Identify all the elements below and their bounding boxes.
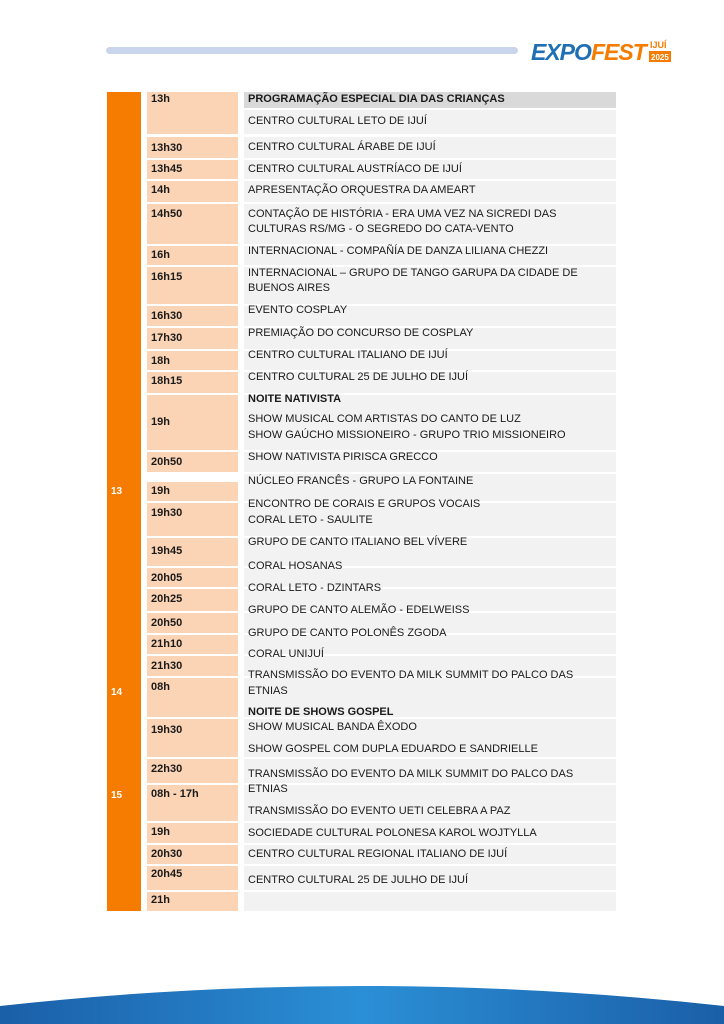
event-text: CENTRO CULTURAL ITALIANO DE IJUÍ [248, 349, 448, 361]
time-label: 14h50 [151, 208, 183, 220]
event-text: CENTRO CULTURAL 25 DE JULHO DE IJUÍ [248, 874, 469, 886]
event-text: SHOW GOSPEL COM DUPLA EDUARDO E SANDRIELLE [248, 743, 538, 755]
event-section-title: NOITE DE SHOWS GOSPEL [248, 706, 394, 718]
time-label: 20h50 [151, 456, 183, 468]
svg-text:EXPO: EXPO [531, 39, 591, 65]
time-label: 13h30 [151, 142, 183, 154]
time-label: 18h [151, 355, 170, 367]
time-label: 19h45 [151, 545, 183, 557]
event-text: TRANSMISSÃO DO EVENTO UETI CELEBRA A PAZ [248, 805, 511, 817]
event-text: CENTRO CULTURAL AUSTRÍACO DE IJUÍ [248, 163, 462, 175]
svg-text:IJUÍ: IJUÍ [650, 40, 667, 50]
time-label: 16h15 [151, 271, 183, 283]
event-text: TRANSMISSÃO DO EVENTO DA MILK SUMMIT DO PALCO DAS [248, 669, 574, 681]
event-text: CORAL UNIJUÍ [248, 648, 324, 660]
day-label: 15 [111, 790, 123, 801]
event-text: CORAL HOSANAS [248, 560, 343, 572]
time-label: 13h45 [151, 163, 183, 175]
day-bar [107, 92, 141, 482]
event-text: GRUPO DE CANTO ALEMÃO - EDELWEISS [248, 604, 470, 616]
event-text: CENTRO CULTURAL LETO DE IJUÍ [248, 115, 427, 127]
day-label: 14 [111, 687, 123, 698]
time-label: 19h [151, 485, 170, 497]
event-section-title: NOITE NATIVISTA [248, 393, 342, 405]
event-text: SHOW GAÚCHO MISSIONEIRO - GRUPO TRIO MISSIONEIRO [248, 429, 566, 441]
event-text: CENTRO CULTURAL 25 DE JULHO DE IJUÍ [248, 371, 469, 383]
svg-text:2025: 2025 [651, 53, 669, 62]
time-label: 20h25 [151, 593, 183, 605]
event-text: TRANSMISSÃO DO EVENTO DA MILK SUMMIT DO PALCO DAS [248, 768, 574, 780]
event-text: GRUPO DE CANTO POLONÊS ZGODA [248, 627, 447, 639]
event-text: ENCONTRO DE CORAIS E GRUPOS VOCAIS [248, 498, 481, 510]
time-label: 21h [151, 894, 170, 906]
svg-text:FEST: FEST [591, 39, 646, 65]
event-text: CONTAÇÃO DE HISTÓRIA - ERA UMA VEZ NA SICREDI DAS [248, 208, 557, 220]
footer-wave [0, 976, 724, 1024]
event-text: EVENTO COSPLAY [248, 304, 348, 316]
time-label: 19h [151, 416, 170, 428]
time-label: 20h30 [151, 848, 183, 860]
event-text: ETNIAS [248, 783, 288, 795]
event-text: SOCIEDADE CULTURAL POLONESA KAROL WOJTYLLA [248, 827, 537, 839]
time-label: 20h45 [151, 868, 183, 880]
expofest-logo-graphic [531, 36, 673, 66]
time-label: 22h30 [151, 763, 183, 775]
event-text: NÚCLEO FRANCÊS - GRUPO LA FONTAINE [248, 475, 474, 487]
event-text: GRUPO DE CANTO ITALIANO BEL VÍVERE [248, 536, 468, 548]
header-bar [106, 47, 518, 54]
event-text: INTERNACIONAL - COMPAÑÍA DE DANZA LILIANA CHEZZI [248, 245, 549, 257]
time-label: 08h - 17h [151, 788, 199, 800]
time-label: 20h50 [151, 617, 183, 629]
event-cell [244, 892, 616, 911]
day-bar [107, 482, 141, 682]
event-text: APRESENTAÇÃO ORQUESTRA DA AMEART [248, 184, 476, 196]
time-label: 19h30 [151, 507, 183, 519]
event-text: PREMIAÇÃO DO CONCURSO DE COSPLAY [248, 327, 474, 339]
event-text: CULTURAS RS/MG - O SEGREDO DO CATA-VENTO [248, 223, 514, 235]
time-label: 08h [151, 681, 170, 693]
time-label: 17h30 [151, 332, 183, 344]
time-label: 20h05 [151, 572, 183, 584]
expofest-logo [531, 36, 673, 66]
time-label: 21h30 [151, 660, 183, 672]
event-text: CENTRO CULTURAL REGIONAL ITALIANO DE IJUÍ [248, 848, 508, 860]
time-label: 21h10 [151, 638, 183, 650]
time-label: 14h [151, 184, 170, 196]
event-text: SHOW MUSICAL BANDA ÊXODO [248, 721, 417, 733]
time-label: 16h30 [151, 310, 183, 322]
time-label: 19h [151, 826, 170, 838]
day-bar [107, 787, 141, 911]
time-label: 18h15 [151, 375, 183, 387]
event-text: SHOW NATIVISTA PIRISCA GRECCO [248, 451, 438, 463]
time-label: 13h [151, 93, 170, 105]
event-text: CORAL LETO - DZINTARS [248, 582, 382, 594]
event-text: INTERNACIONAL – GRUPO DE TANGO GARUPA DA CIDADE DE [248, 267, 578, 279]
event-text: CENTRO CULTURAL ÁRABE DE IJUÍ [248, 141, 436, 153]
event-text: BUENOS AIRES [248, 282, 330, 294]
day-label: 13 [111, 486, 123, 497]
event-text: SHOW MUSICAL COM ARTISTAS DO CANTO DE LUZ [248, 413, 521, 425]
event-text: ETNIAS [248, 685, 288, 697]
event-text: CORAL LETO - SAULITE [248, 514, 373, 526]
time-label: 16h [151, 249, 170, 261]
time-label: 19h30 [151, 724, 183, 736]
event-section-title: PROGRAMAÇÃO ESPECIAL DIA DAS CRIANÇAS [248, 93, 505, 105]
